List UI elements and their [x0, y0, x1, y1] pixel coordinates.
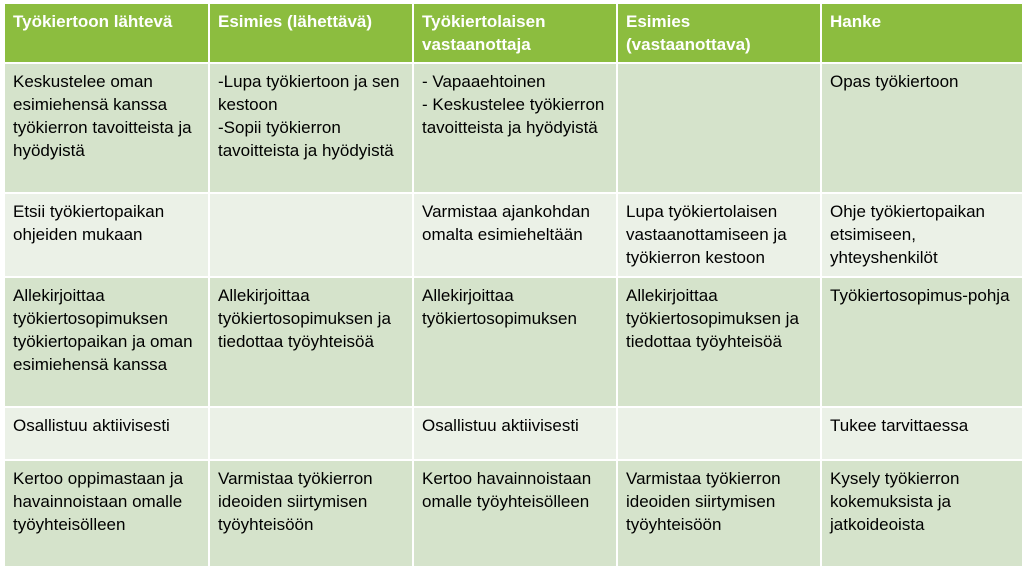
table-cell — [617, 407, 821, 460]
table-cell: Keskustelee oman esimiehensä kanssa työkierron tavoitteista ja hyödyistä — [4, 63, 209, 193]
table-row — [4, 407, 1023, 460]
table-cell: Allekirjoittaa työkiertosopimuksen ja tiedottaa työyhteisöä — [209, 277, 413, 407]
header-esimies-lahettava: Esimies (lähettävä) — [209, 3, 413, 63]
table-header-row — [4, 3, 1023, 63]
table-cell: Kertoo oppimastaan ja havainnoistaan omalle työyhteisölleen — [4, 460, 209, 567]
table-row — [4, 193, 1023, 277]
table-cell: Allekirjoittaa työkiertosopimuksen ja tiedottaa työyhteisöä — [617, 277, 821, 407]
table-cell: Kertoo havainnoistaan omalle työyhteisölleen — [413, 460, 617, 567]
table-cell: - Vapaaehtoinen - Keskustelee työkierron tavoitteista ja hyödyistä — [413, 63, 617, 193]
table-row — [4, 277, 1023, 407]
table-cell: Työkiertosopimus-pohja — [821, 277, 1023, 407]
table-cell: Kysely työkierron kokemuksista ja jatkoideoista — [821, 460, 1023, 567]
table-cell: Allekirjoittaa työkiertosopimuksen — [413, 277, 617, 407]
responsibility-table — [3, 2, 1024, 568]
header-vastaanottaja: Työkiertolaisen vastaanottaja — [413, 3, 617, 63]
table-cell — [209, 407, 413, 460]
table-cell: Varmistaa ajankohdan omalta esimieheltään — [413, 193, 617, 277]
table-cell: Osallistuu aktiivisesti — [413, 407, 617, 460]
table-cell: Tukee tarvittaessa — [821, 407, 1023, 460]
table-row — [4, 460, 1023, 567]
header-hanke: Hanke — [821, 3, 1023, 63]
header-tyokiertoon-lahteva: Työkiertoon lähtevä — [4, 3, 209, 63]
table-cell: Lupa työkiertolaisen vastaanottamiseen ja työkierron kestoon — [617, 193, 821, 277]
table-cell: -Lupa työkiertoon ja sen kestoon -Sopii työkierron tavoitteista ja hyödyistä — [209, 63, 413, 193]
table-row — [4, 63, 1023, 193]
header-esimies-vastaanottava: Esimies (vastaanottava) — [617, 3, 821, 63]
table-cell — [617, 63, 821, 193]
table-cell: Varmistaa työkierron ideoiden siirtymisen työyhteisöön — [617, 460, 821, 567]
table-cell: Opas työkiertoon — [821, 63, 1023, 193]
table-cell: Etsii työkiertopaikan ohjeiden mukaan — [4, 193, 209, 277]
table-cell: Allekirjoittaa työkiertosopimuksen työkiertopaikan ja oman esimiehensä kanssa — [4, 277, 209, 407]
table-cell — [209, 193, 413, 277]
table-cell: Varmistaa työkierron ideoiden siirtymisen työyhteisöön — [209, 460, 413, 567]
table-cell: Ohje työkiertopaikan etsimiseen, yhteyshenkilöt — [821, 193, 1023, 277]
table-cell: Osallistuu aktiivisesti — [4, 407, 209, 460]
